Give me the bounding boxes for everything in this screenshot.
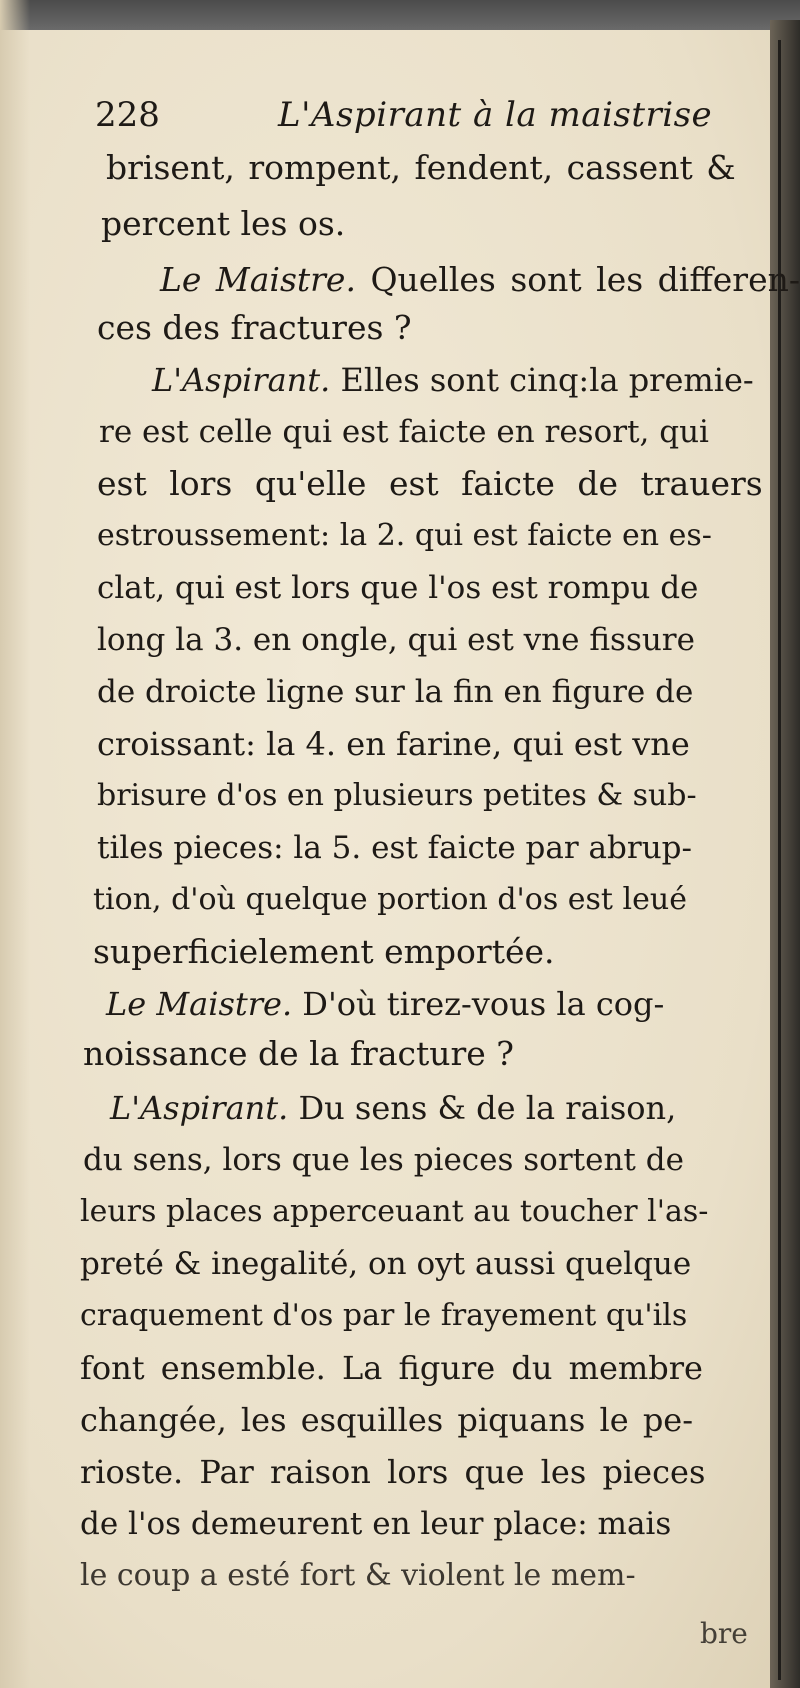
speaker-line: Le Maistre. Quelles sont les differen- (160, 260, 800, 299)
text-line: rioste. Par raison lors que les pieces (80, 1453, 706, 1491)
text-line: font ensemble. La figure du membre (80, 1349, 703, 1387)
speaker-line: L'Aspirant. Du sens & de la raison, (110, 1089, 677, 1127)
text-line: ces des fractures ? (97, 308, 412, 347)
text-line: de droicte ligne sur la fin en figure de (97, 674, 694, 710)
text-line: tiles pieces: la 5. est faicte par abrup- (97, 830, 692, 866)
text-line: craquement d'os par le frayement qu'ils (80, 1298, 688, 1333)
speaker-label: L'Aspirant. (110, 1089, 289, 1127)
scan-top-border (0, 0, 800, 30)
text-line: de l'os demeurent en leur place: mais (80, 1506, 672, 1542)
speaker-label: Le Maistre. (106, 985, 293, 1023)
text-line: brisent, rompent, fendent, cassent & (106, 148, 736, 187)
text-line: brisure d'os en plusieurs petites & sub- (97, 778, 697, 813)
text-line: clat, qui est lors que l'os est rompu de (97, 570, 699, 606)
text-line: estroussement: la 2. qui est faicte en es- (97, 518, 712, 553)
speaker-line: L'Aspirant. Elles sont cinq:la premie- (152, 361, 754, 399)
text-line: noissance de la fracture ? (83, 1034, 514, 1073)
text-line: changée, les esquilles piquans le pe- (80, 1401, 694, 1439)
text-line: croissant: la 4. en farine, qui est vne (97, 725, 690, 763)
text-line: long la 3. en ongle, qui est vne fissure (97, 622, 695, 658)
text-line: le coup a esté fort & violent le mem- (80, 1558, 636, 1593)
text-line: preté & inegalité, on oyt aussi quelque (80, 1246, 692, 1282)
text-line: percent les os. (101, 204, 346, 243)
text-line: leurs places apperceuant au toucher l'as- (80, 1194, 709, 1229)
text-line: du sens, lors que les pieces sortent de (83, 1142, 684, 1178)
text-line: re est celle qui est faicte en resort, qui (99, 414, 709, 450)
speaker-label: L'Aspirant. (152, 361, 331, 399)
text-line: est lors qu'elle est faicte de trauers (97, 464, 763, 503)
page-number: 228 (95, 95, 160, 135)
catchword: bre (700, 1617, 748, 1650)
page-left-shadow (0, 0, 30, 1688)
text-line: superficielement emportée. (93, 932, 555, 971)
speaker-line: Le Maistre. D'où tirez-vous la cog- (106, 985, 665, 1023)
text-line: tion, d'où quelque portion d'os est leué (93, 882, 687, 917)
speaker-label: Le Maistre. (160, 260, 356, 299)
running-title: L'Aspirant à la maistrise (278, 95, 713, 135)
